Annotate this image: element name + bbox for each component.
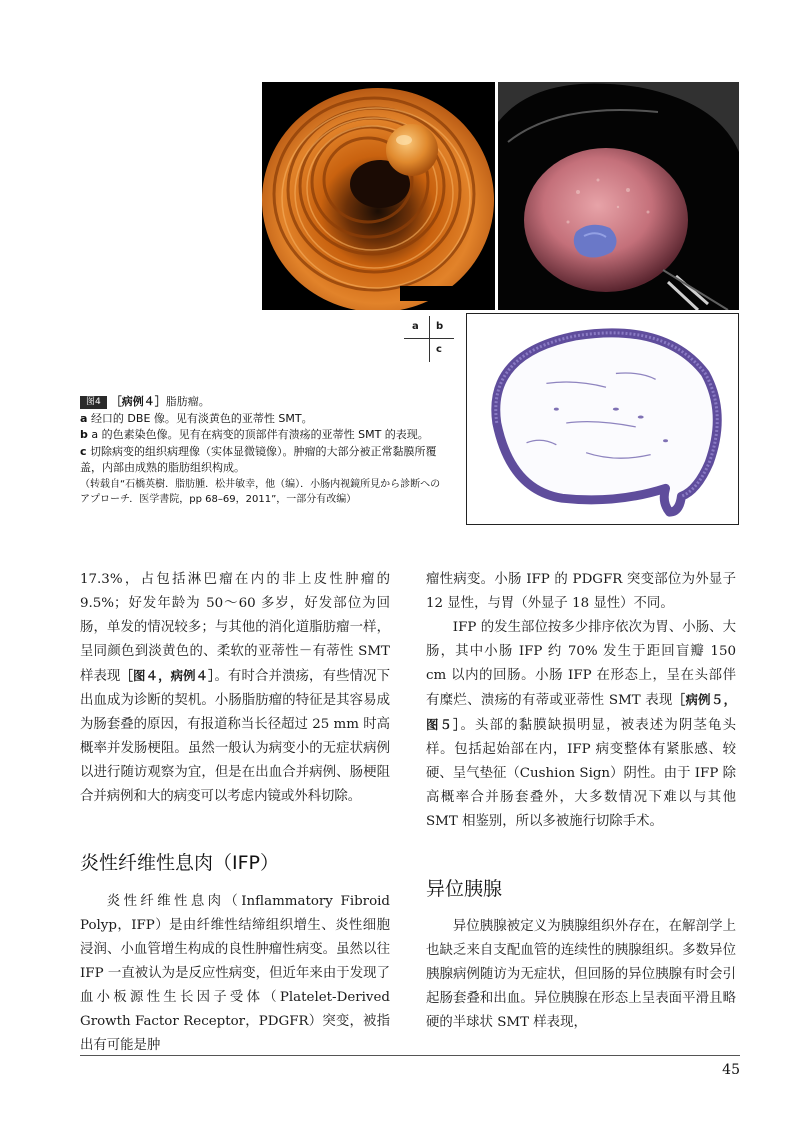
section-heading-ectopic-pancreas: 异位胰腺 (426, 878, 503, 900)
body-paragraph: 炎性纤维性息肉（Inflammatory Fibroid Polyp，IFP）是由纤维性结缔组织增生、炎性细胞浸润、小血管增生构成的良性肿瘤性病变。虽然以往 IFP 一直被认为是反应性病变，但近年来由于发现了血小板源性生长因子受体（Platelet-Derived Growth Factor Receptor，PDGFR）突变，被指出有可能是肿 (80, 894, 390, 1053)
caption-title: 脂肪瘤。 (165, 395, 210, 408)
figure-image-b (498, 82, 739, 310)
body-paragraph: 异位胰腺被定义为胰腺组织外存在，在解剖学上也缺乏来自支配血管的连续性的胰腺组织。多数异位胰腺病例随访为无症状，但回肠的异位胰腺有时会引起肠套叠和出血。异位胰腺在形态上呈表面平滑且略硬的半球状 SMT 样表现， (426, 919, 736, 1030)
case-label: ［病例４］ (110, 395, 166, 408)
panel-label-b: b (436, 321, 444, 332)
figure-badge: 图4 (80, 396, 107, 409)
page-number: 45 (722, 1062, 740, 1078)
figure-caption (80, 394, 450, 507)
footer-rule (80, 1055, 740, 1056)
figure-image-c (466, 313, 739, 525)
body-paragraph: IFP 的发生部位按多少排序依次为胃、小肠、大肠，其中小肠 IFP 约 70% 发生于距回盲瓣 150 cm 以内的回肠。小肠 IFP 在形态上，呈在头部伴有糜烂、溃疡的有蒂或亚蒂性 SMT 表现［病例５，图５］。头部的黏膜缺损明显，被表述为阴茎龟头样。包括起始部在内，IFP 病变整体有紧胀感、较硬、呈气垫征（Cushion Sign）阴性。由于 IFP 除高概率合并肠套叠外，大多数情况下难以与其他 SMT 相鉴别，所以多被施行切除手术。 (426, 620, 737, 829)
caption-item-a: a 经口的 DBE 像。见有淡黄色的亚蒂性 SMT。 (80, 411, 313, 425)
panel-label-a: a (412, 321, 419, 332)
panel-key-divider (429, 316, 430, 362)
caption-item-b: b a 的色素染色像。见有在病变的顶部伴有溃疡的亚蒂性 SMT 的表现。 (80, 428, 429, 441)
figure-image-a (262, 82, 495, 310)
section-heading-ifp: 炎性纤维性息肉（IFP） (80, 852, 279, 874)
caption-source: （转载自“石橋英樹．脂肪腫．松井敏幸，他（编）．小肠内视鏡所見から診断へのアプローチ．医学書院，pp 68–69，2011”，一部分有改编） (80, 478, 441, 505)
body-paragraph: 17.3%，占包括淋巴瘤在内的非上皮性肿瘤的 9.5%；好发年龄为 50～60 多岁，好发部位为回肠，单发的情况较多；与其他的消化道脂肪瘤一样，呈同颜色到淡黄色的、柔软的亚蒂性－有蒂性 SMT 样表现［图４，病例４］。有时合并溃疡，有些情况下出血成为诊断的契机。小肠脂肪瘤的特征是其容易成为肠套叠的原因，有报道称当长径超过 25 mm 时高概率并发肠梗阻。虽然一般认为病变小的无症状病例以进行随访观察为宜，但是在出血合并病例、肠梗阻合并病例和大的病变可以考虑内镜或外科切除。 (80, 572, 390, 804)
figure-reference: ［图４，病例４］ (120, 668, 215, 683)
panel-label-c: c (436, 344, 442, 355)
body-paragraph: 瘤性病变。小肠 IFP 的 PDGFR 突变部位为外显子 12 显性，与胃（外显子 18 显性）不同。 (426, 572, 736, 611)
column-right-top (426, 568, 736, 834)
panel-key (404, 316, 454, 362)
column-left-top (80, 568, 390, 809)
column-right-bottom (426, 915, 736, 1035)
caption-title-line (80, 394, 450, 411)
figure-reference: ［病例５，图５］ (426, 692, 737, 732)
column-left-bottom (80, 890, 390, 1058)
caption-item-c: c 切除病变的组织病理像（实体显微镜像）。肿瘤的大部分被正常黏膜所覆盖，内部由成熟的脂肪组织构成。 (80, 444, 437, 474)
